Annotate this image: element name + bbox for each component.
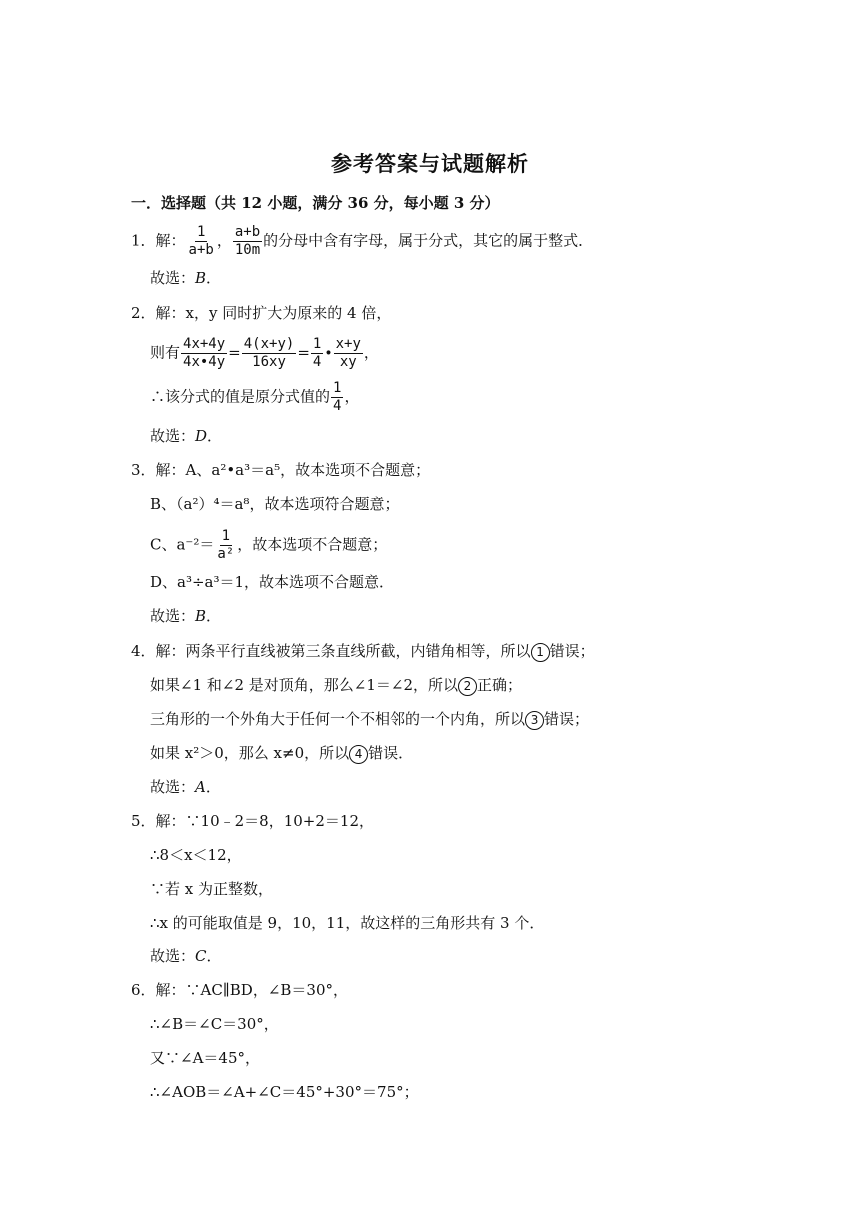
- page-title: 参考答案与试题解析: [331, 151, 529, 176]
- q1-text: 的分母中含有字母，属于分式，其它的属于整式．: [263, 231, 594, 250]
- q4-line3: 三角形的一个外角大于任何一个不相邻的一个内角，所以 3 错误；: [150, 710, 590, 728]
- q2-line2: 则有 $\frac{4x+4y}{4x•4y}$ = $\frac{4(x+y)}{16xy}$ = $\frac{1}{4}$ • $\frac{x+y}{xy}$ ，: [150, 336, 379, 370]
- q2-fraction-d: $\frac{x+y}{xy}$: [335, 336, 361, 370]
- q2-answer: 故选：D．: [150, 427, 223, 445]
- q4-line4: 如果 x²＞0，那么 x≠0，所以 4 错误．: [150, 744, 414, 762]
- q5-line2: ∴8＜x＜12，: [150, 846, 242, 864]
- section-heading: 一．选择题（共 12 小题，满分 36 分，每小题 3 分）: [131, 194, 500, 212]
- q3-answer: 故选：B．: [150, 607, 222, 625]
- q3-line-d: D、a³÷a³＝1，故本选项不合题意．: [150, 573, 395, 591]
- q3-line-c: C、a⁻²＝ $\frac{1}{\text{a²}}$ ，故本选项不合题意；: [150, 528, 388, 562]
- q4-number: 4．解：: [131, 642, 186, 660]
- q5-line3: ∵若 x 为正整数，: [150, 880, 273, 898]
- q1-line1: 1．解： $\frac{1}{a+b}$ ， $\frac{a+b}{10m}$ 的分母中含有字母，属于分式，其它的属于整式．: [131, 224, 594, 258]
- circled-number-3: 3: [525, 711, 544, 730]
- circled-number-4: 4: [349, 745, 368, 764]
- q2-fraction-b: $\frac{4(x+y)}{16xy}$: [243, 336, 295, 370]
- q4-line2: 如果∠1 和∠2 是对顶角，那么∠1＝∠2，所以 2 正确；: [150, 676, 523, 694]
- q4-line1: 4．解：两条平行直线被第三条直线所截，内错角相等，所以 1 错误；: [131, 642, 595, 660]
- q5-line1: 5．解：∵10﹣2＝8，10+2＝12，: [131, 812, 375, 830]
- q2-fraction-c: $\frac{1}{4}$: [312, 336, 322, 370]
- q2-line3: ∴该分式的值是原分式值的 $\frac{1}{4}$ ，: [150, 380, 360, 414]
- q6-line2: ∴∠B＝∠C＝30°，: [150, 1015, 279, 1033]
- q6-line1: 6．解：∵AC∥BD，∠B＝30°，: [131, 981, 349, 999]
- q6-line4: ∴∠AOB＝∠A+∠C＝45°+30°＝75°；: [150, 1083, 419, 1101]
- q2-number: 2．解：: [131, 304, 186, 322]
- q3-number: 3．解：: [131, 461, 186, 479]
- q2-fraction-a: $\frac{4x+4y}{4x•4y}$: [183, 336, 226, 370]
- q1-answer: 故选：B．: [150, 269, 222, 287]
- q2-line1: 2．解：x，y 同时扩大为原来的 4 倍，: [131, 304, 392, 322]
- q1-fraction-2: $\frac{a+b}{10m}$: [234, 224, 261, 258]
- circled-number-2: 2: [458, 677, 477, 696]
- circled-number-1: 1: [531, 643, 550, 662]
- q5-answer: 故选：C．: [150, 947, 222, 965]
- q6-line3: 又∵∠A＝45°，: [150, 1049, 260, 1067]
- q3-line-a: 3．解：A、a²•a³＝a⁵，故本选项不合题意；: [131, 461, 431, 479]
- q5-line4: ∴x 的可能取值是 9，10，11，故这样的三角形共有 3 个．: [150, 914, 545, 932]
- q4-answer: 故选：A．: [150, 778, 221, 796]
- q1-fraction-1: $\frac{1}{a+b}$: [188, 224, 214, 258]
- q2-fraction-e: $\frac{1}{4}$: [333, 380, 342, 414]
- q3-fraction-c: $\frac{1}{\text{a²}}$: [217, 528, 235, 562]
- q1-number: 1．解：: [131, 231, 186, 250]
- q5-number: 5．解：: [131, 812, 186, 830]
- q6-number: 6．解：: [131, 981, 186, 999]
- q3-line-b: B、（a²）⁴＝a⁸，故本选项符合题意；: [150, 495, 400, 513]
